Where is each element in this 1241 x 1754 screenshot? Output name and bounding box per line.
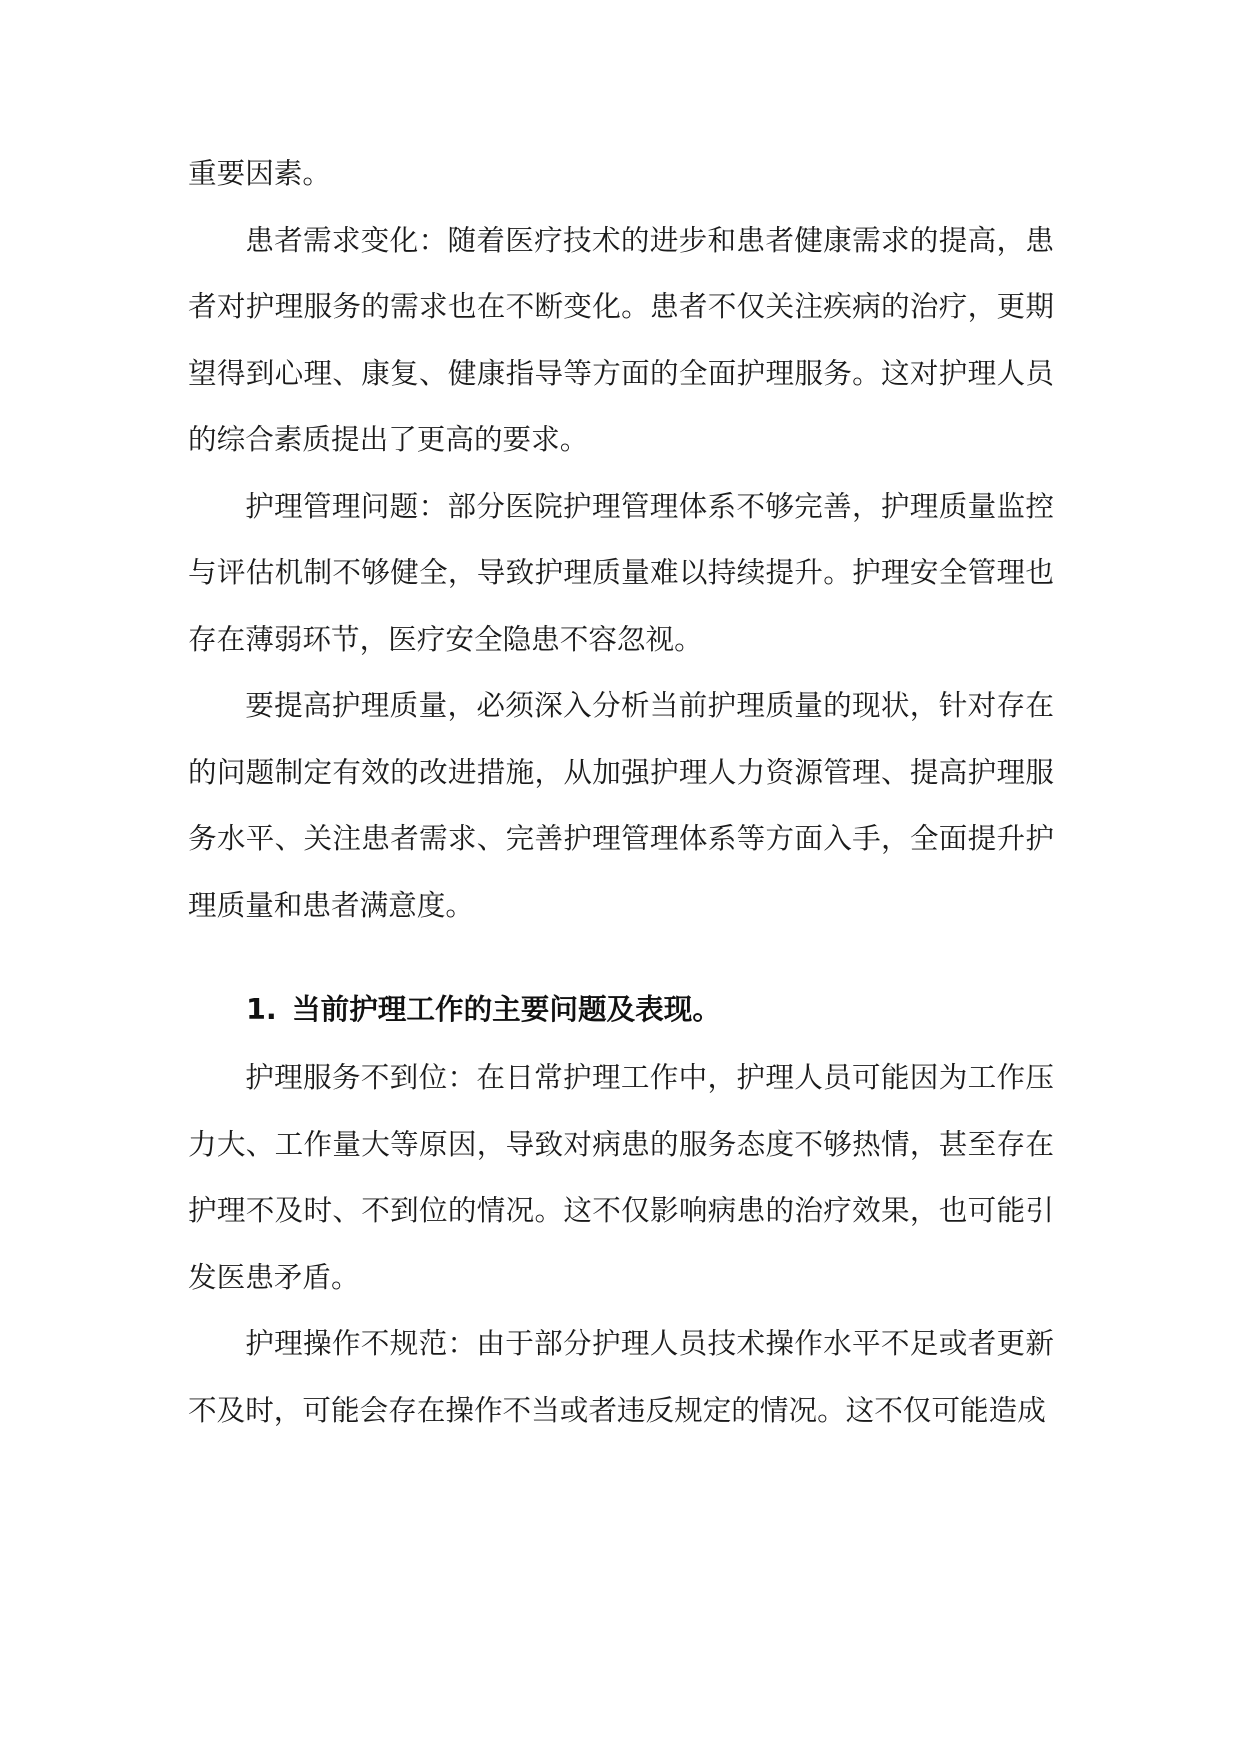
paragraph-patient-needs: 患者需求变化：随着医疗技术的进步和患者健康需求的提高，患者对护理服务的需求也在不断变化。患者不仅关注疾病的治疗，更期望得到心理、康复、健康指导等方面的全面护理服务。这对护理人员的综合素质提出了更高的要求。 (188, 222, 1054, 456)
section-heading-number: 1. (246, 992, 277, 1026)
paragraph-service-issues: 护理服务不到位：在日常护理工作中，护理人员可能因为工作压力大、工作量大等原因，导致对病患的服务态度不够热情，甚至存在护理不及时、不到位的情况。这不仅影响病患的治疗效果，也可能引发医患矛盾。 (188, 1060, 1054, 1294)
paragraph-operation-issues: 护理操作不规范：由于部分护理人员技术操作水平不足或者更新不及时，可能会存在操作不当或者违反规定的情况。这不仅可能造成 (188, 1326, 1054, 1427)
section-heading-text: 当前护理工作的主要问题及表现。 (292, 992, 721, 1026)
document-body (188, 140, 1054, 1443)
paragraph-continuation: 重要因素。 (188, 156, 331, 190)
paragraph-management-issues: 护理管理问题：部分医院护理管理体系不够完善，护理质量监控与评估机制不够健全，导致护理质量难以持续提升。护理安全管理也存在薄弱环节，医疗安全隐患不容忽视。 (188, 488, 1054, 656)
paragraph-improve-quality: 要提高护理质量，必须深入分析当前护理质量的现状，针对存在的问题制定有效的改进措施，从加强护理人力资源管理、提高护理服务水平、关注患者需求、完善护理管理体系等方面入手，全面提升护理质量和患者满意度。 (188, 688, 1054, 922)
section-heading (188, 974, 1054, 1044)
